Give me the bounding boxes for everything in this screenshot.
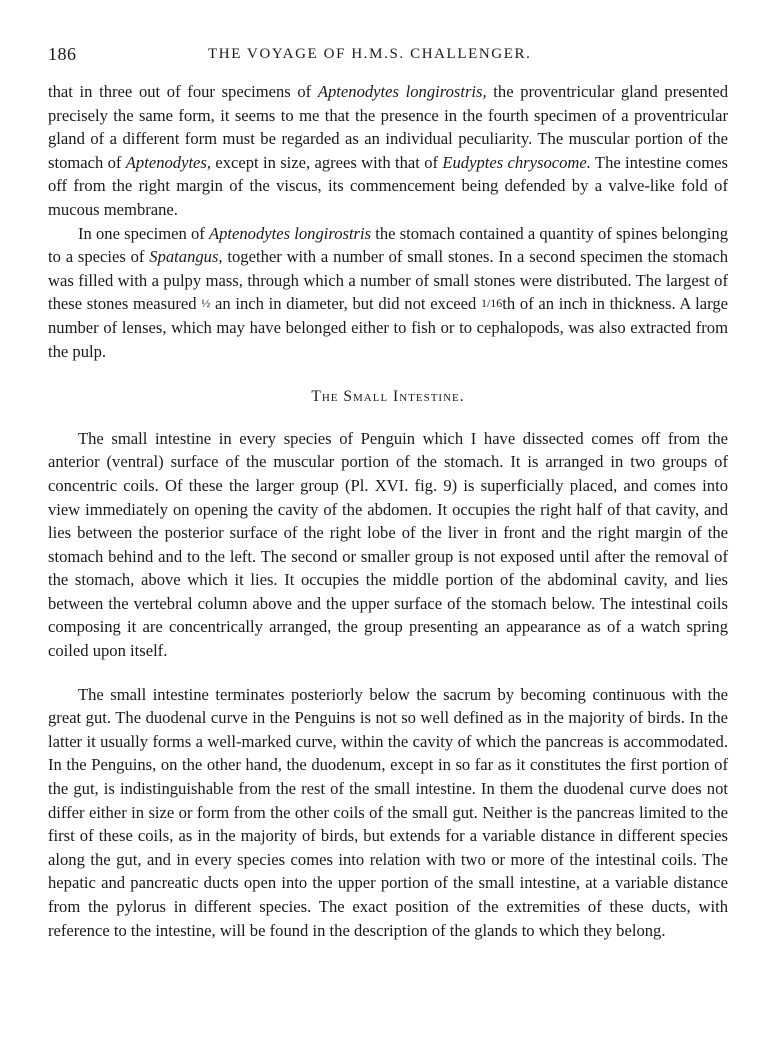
section-heading: The Small Intestine. [311,388,465,406]
fraction-half: ½ [201,296,211,311]
species-name: Aptenodytes longirostris, [317,82,487,101]
species-name: Aptenodytes, [125,152,212,172]
page-header [48,44,728,66]
paragraph-duodenal-curve: The small intestine terminates posteriorly below the sacrum by becoming continuous with the great gut. The duodenal curve in the Penguins is not so well defined as in the majority of birds. In the latter it usually forms a well-marked curve, within the cavity of which the pancreas is accommodated. In the Penguins, on the other hand, the duodenum, except in so far as it constitutes the first portion of the gut, is indistinguishable from the rest of the small intestine. In them the duodenal curve does not differ either in size or form from the other coils of the small gut. Neither is the pancreas limited to the first of these coils, as in the majority of birds, but extends for a variable distance in different species along the gut, and in every species comes into relation with two or more of the intestinal coils. The hepatic and pancreatic ducts open into the upper portion of the small intestine, at a variable distance from the pylorus in different species. The exact position of the extremities of these ducts, with reference to the intestine, will be found in the description of the glands to which they belong. [48,684,728,940]
text-run: The intestine comes off from the right margin of the viscus, its commencement being defended by a valve-like fold of mucous membrane. [48,152,728,219]
paragraph-small-intestine: The small intestine in every species of Penguin which I have dissected comes off from the anterior (ventral) surface of the muscular portion of the stomach. It is arranged in two groups of concentric coils. Of these the larger group (Pl. XVI. fig. 9) is superficially placed, and comes into view immediately on opening the cavity of the abdomen. It occupies the right half of that cavity, and lies between the posterior surface of the right lobe of the liver in front and the right margin of the stomach behind and to the left. The second or smaller group is not exposed until after the removal of the stomach, above which it lies. It occupies the middle portion of the abdominal cavity, and lies between the vertebral column above and the upper surface of the stomach below. The intestinal coils composing it are concentrically arranged, the group presenting an appearance as of a watch spring coiled upon itself. [48,428,728,661]
text-run: together with a number of small stones. In a second specimen the stomach was filled with a pulpy mass, through which a number of small stones were distributed. The largest of these stones measured [48,247,729,314]
text-run: th of an inch in thickness. A large number of lenses, which may have belonged either to fish or to cephalopods, was also extracted from the pulp. [48,294,729,361]
body-text [48,80,728,942]
paragraph-stomach-contents [48,222,728,364]
text-run: an inch in diameter, but did not exceed [210,294,481,314]
text-run: In one specimen of [78,223,209,243]
fraction-sixteenth: 1/16 [480,296,503,311]
running-title: THE VOYAGE OF H.M.S. CHALLENGER. [208,46,532,62]
text-run: the proventricular gland presented precisely the same form, it seems to me that the presence in the fourth specimen of a proventricular gland of a different form must be regarded as an individual peculiarity. The muscular portion of the stomach of [48,82,728,172]
page-number: 186 [48,44,77,64]
species-name: Spatangus, [149,247,223,267]
species-name: Aptenodytes longirostris [208,223,372,243]
text-run: that in three out of four specimens of [48,82,318,101]
paragraph-stomach-continued [48,80,728,222]
text-run: the stomach contained a quantity of spines belonging to a species of [48,223,728,267]
species-name: Eudyptes chrysocome. [442,152,591,172]
text-run: except in size, agrees with that of [211,152,443,172]
